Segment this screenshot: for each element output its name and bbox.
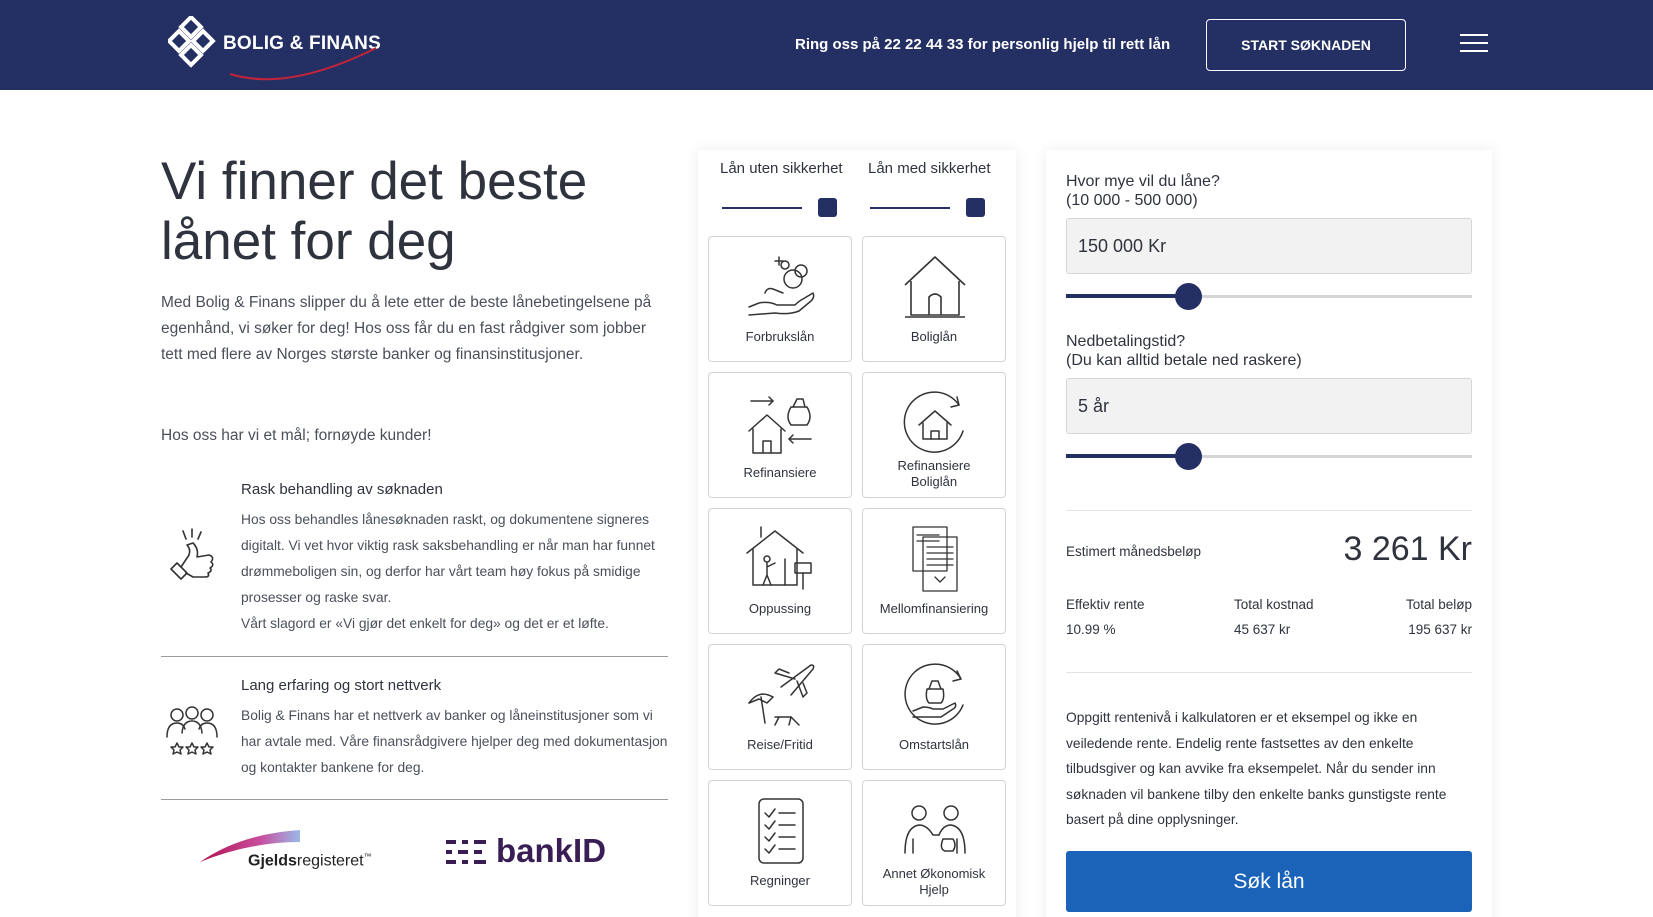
hero-text: Med Bolig & Finans slipper du å lete etter de beste lånebetingelsene på egenhånd, vi søker for deg! Hos oss får du en fast rådgiver som jobber tett med flere av Norges største banker og finansinstitusjoner. — [161, 294, 652, 363]
divider — [1066, 672, 1472, 673]
house-cycle-icon — [899, 387, 971, 459]
hand-moneybag-cycle-icon — [899, 659, 971, 731]
card-label: Omstartslån — [898, 737, 970, 752]
gjeld-tm-text: ™ — [363, 852, 372, 861]
site-logo[interactable] — [168, 16, 381, 74]
amount-question — [1066, 172, 1220, 210]
card-annet-okonomisk-hjelp[interactable] — [862, 780, 1006, 906]
bankid-mark-icon — [446, 840, 490, 866]
estimate-label: Estimert månedsbeløp — [1066, 544, 1202, 559]
hero-title: Vi finner det beste lånet for deg — [161, 152, 588, 271]
checklist-icon — [745, 795, 817, 867]
amount-question-line2: (10 000 - 500 000) — [1066, 192, 1198, 209]
card-regninger[interactable] — [708, 780, 852, 906]
logo-diamond-icon — [168, 16, 224, 74]
card-label — [863, 458, 1005, 490]
term-input[interactable]: 5 år — [1066, 378, 1472, 434]
card-label: Forbrukslån — [745, 329, 815, 344]
stat-label: Total kostnad — [1234, 597, 1314, 612]
feature-title: Rask behandling av søknaden — [241, 481, 443, 498]
bankid-logo — [446, 834, 626, 874]
stat-label: Effektiv rente — [1066, 597, 1145, 612]
header-phone-text: Ring oss på 22 22 44 33 for personlig hjelp til rett lån — [795, 36, 1171, 53]
people-stars-icon — [165, 703, 219, 765]
loan-calculator — [1046, 150, 1492, 917]
logo-swoosh-icon — [228, 44, 378, 84]
feature-text-slogan: Vårt slagord er «Vi gjør det enkelt for deg» og det er et løfte. — [241, 616, 609, 631]
card-label: Refinansiere — [743, 465, 817, 480]
card-mellomfinansiering[interactable] — [862, 508, 1006, 634]
thumbs-up-icon — [165, 527, 219, 589]
stat-total-amount — [1406, 597, 1472, 637]
slider-fill — [1066, 294, 1188, 298]
amount-question-line1: Hvor mye vil du låne? — [1066, 173, 1220, 190]
card-label: Boliglån — [910, 329, 958, 344]
plane-beach-icon — [745, 659, 817, 731]
house-painting-icon — [745, 523, 817, 595]
house-icon — [899, 251, 971, 323]
gjeld-rest-text: registeret — [296, 852, 364, 870]
tab-loan-with-security[interactable] — [868, 160, 998, 177]
tab-loan-without-security[interactable] — [720, 160, 850, 177]
card-label: Oppussing — [748, 601, 812, 616]
hero-goal: Hos oss har vi et mål; fornøyde kunder! — [161, 427, 432, 444]
term-question-line2: (Du kan alltid betale ned raskere) — [1066, 352, 1302, 369]
card-label: Regninger — [750, 873, 810, 888]
people-helping-icon — [899, 795, 971, 867]
estimate-value: 3 261 Kr — [1343, 530, 1472, 568]
divider — [161, 656, 668, 657]
card-omstartslan[interactable] — [862, 644, 1006, 770]
amount-input[interactable]: 150 000 Kr — [1066, 218, 1472, 274]
feature-text: Bolig & Finans har et nettverk av banker og låneinstitusjoner som vi har avtale med. Våre finansrådgivere hjelper deg med dokumentasjon og kontakter bankene for deg. — [241, 708, 668, 775]
tab-label: Lån med sikkerhet — [868, 160, 991, 177]
card-reise-fritid[interactable] — [708, 644, 852, 770]
card-label-line2: Hjelp — [919, 882, 949, 897]
tab-underline — [870, 207, 950, 209]
card-label: Reise/Fritid — [747, 737, 813, 752]
stat-effective-rate — [1066, 597, 1145, 637]
tab-underline — [722, 207, 802, 209]
feature-text — [241, 507, 671, 637]
card-label-line2: Boliglån — [910, 474, 958, 489]
stat-value: 10.99 % — [1066, 622, 1116, 637]
card-oppussing[interactable] — [708, 508, 852, 634]
amount-slider[interactable] — [1066, 282, 1472, 312]
card-label-line1: Annet Økonomisk — [882, 866, 986, 881]
site-header — [0, 0, 1653, 90]
documents-icon — [899, 523, 971, 595]
gjeldsregisteret-text — [248, 852, 372, 870]
card-refinansiere[interactable] — [708, 372, 852, 498]
loan-type-panel — [698, 150, 1016, 917]
feature-fast-processing — [161, 481, 668, 631]
term-question-line1: Nedbetalingstid? — [1066, 333, 1186, 350]
feature-title: Lang erfaring og stort nettverk — [241, 677, 442, 694]
card-label — [863, 866, 1005, 898]
slider-fill — [1066, 454, 1188, 458]
start-application-button[interactable]: START SØKNADEN — [1206, 19, 1406, 71]
logo-text: BOLIG & FINANS — [223, 33, 381, 54]
stat-value: 195 637 kr — [1408, 622, 1472, 637]
slider-thumb[interactable] — [1175, 283, 1202, 310]
tab-checkbox[interactable] — [818, 198, 837, 217]
card-label-line1: Refinansiere — [897, 458, 971, 473]
bankid-text: bankID — [496, 832, 607, 869]
hand-coins-icon — [745, 251, 817, 323]
card-refinansiere-boliglan[interactable] — [862, 372, 1006, 498]
feature-experience-network — [161, 677, 668, 797]
hamburger-menu-icon[interactable] — [1460, 34, 1488, 56]
feature-text-main: Hos oss behandles lånesøknaden raskt, og dokumentene signeres digitalt. Vi vet hvor viktig rask saksbehandling er når man har funnet drømmeboligen sin, og derfor har vårt team høy fokus på smidige prosesser og raske svar. — [241, 512, 655, 605]
slider-thumb[interactable] — [1175, 443, 1202, 470]
term-slider[interactable] — [1066, 442, 1472, 472]
disclaimer-text: Oppgitt rentenivå i kalkulatoren er et eksempel og ikke en veiledende rente. Endelig rente fastsettes av den enkelte tilbudsgiver og kan avvike fra eksempelet. Når du sender inn søknaden vil bankene tilby den enkelte banks gunstigste rente basert på dine opplysninger. — [1066, 710, 1447, 827]
divider — [161, 799, 668, 800]
house-moneybag-arrows-icon — [745, 387, 817, 459]
stat-label: Total beløp — [1405, 597, 1472, 612]
term-question — [1066, 332, 1302, 370]
stat-total-cost — [1234, 597, 1314, 637]
tab-checkbox[interactable] — [966, 198, 985, 217]
divider — [1066, 510, 1472, 511]
card-boliglan[interactable] — [862, 236, 1006, 362]
card-label: Mellomfinansiering — [879, 601, 989, 616]
card-forbrukslan[interactable] — [708, 236, 852, 362]
stat-value: 45 637 kr — [1234, 622, 1291, 637]
gjeld-bold-text: Gjelds — [248, 852, 297, 870]
gjeldsregisteret-logo — [200, 828, 375, 873]
tab-label: Lån uten sikkerhet — [720, 160, 843, 177]
apply-loan-button[interactable]: Søk lån — [1066, 851, 1472, 912]
